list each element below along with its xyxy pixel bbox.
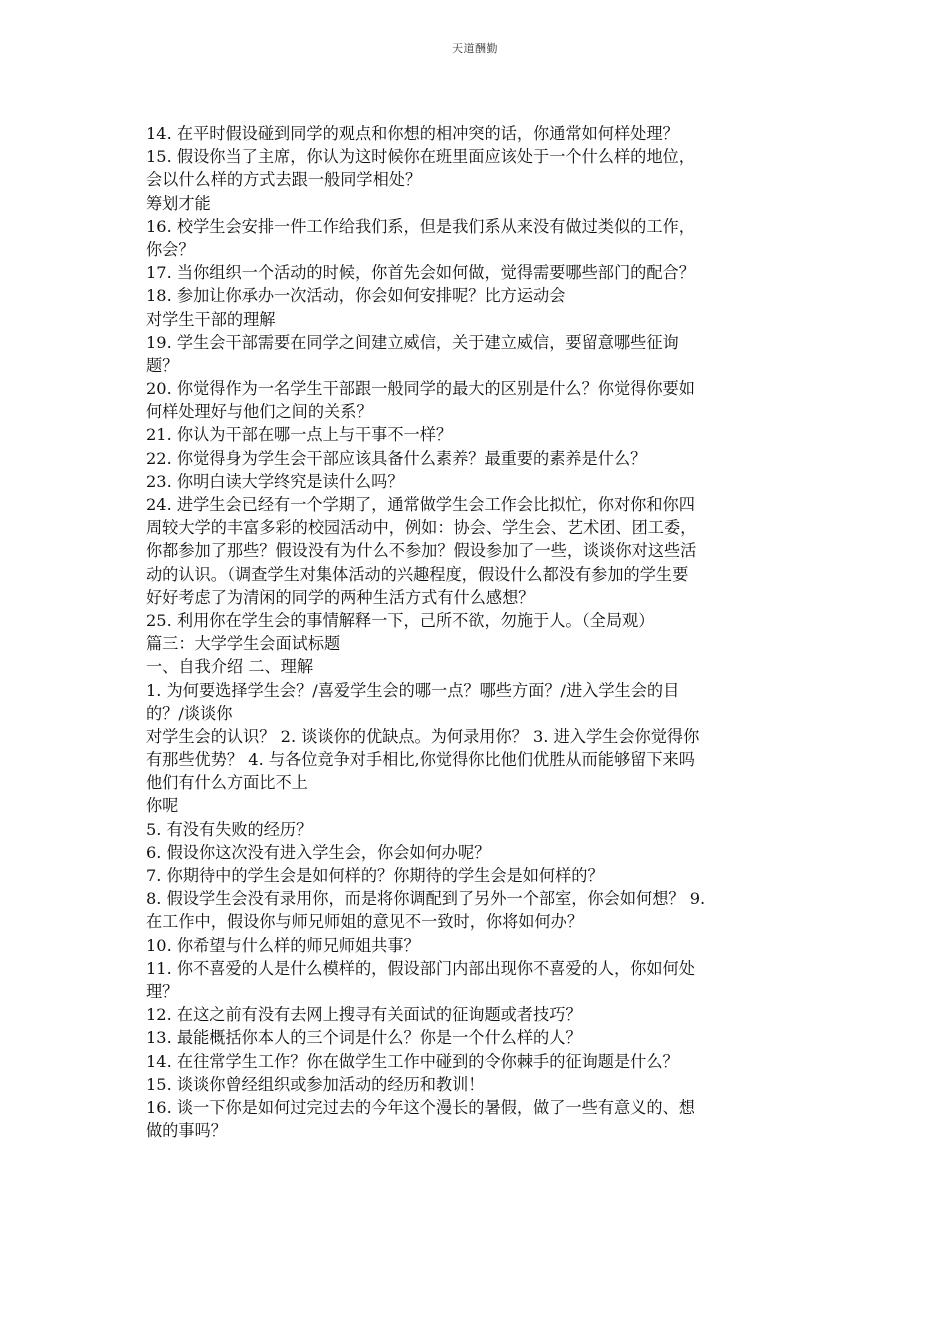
text-line: 何样处理好与他们之间的关系？: [146, 402, 373, 422]
text-line: 20. 你觉得作为一名学生干部跟一般同学的最大的区别是什么？你觉得你要如: [146, 379, 695, 399]
text-line: 对学生会的认识？ 2. 谈谈你的优缺点。为何录用你？ 3. 进入学生会你觉得你: [146, 726, 700, 746]
text-line: 24. 进学生会已经有一个学期了，通常做学生会工作会比拟忙，你对你和你四: [146, 495, 695, 514]
text-line: 14. 在平时假设碰到同学的观点和你想的相冲突的话，你通常如何样处理？: [146, 124, 679, 143]
text-line: 5. 有没有失败的经历？: [146, 819, 313, 839]
text-line: 你都参加了那些？假设没有为什么不参加？假设参加了一些，谈谈你对这些活: [146, 541, 697, 561]
text-line: 6. 假设你这次没有进入学生会，你会如何办呢？: [146, 842, 491, 862]
text-line: 15. 假设你当了主席，你认为这时候你在班里面应该处于一个什么样的地位，: [146, 147, 695, 167]
text-line: 16. 谈一下你是如何过完过去的今年这个漫长的暑假，做了一些有意义的、想: [146, 1097, 695, 1117]
section-heading: 一、自我介绍 二、理解: [146, 657, 314, 677]
text-line: 15. 谈谈你曾经组织或参加活动的经历和教训！: [146, 1074, 485, 1094]
text-line: 14. 在往常学生工作？你在做学生工作中碰到的令你棘手的征询题是什么？: [146, 1051, 679, 1071]
text-line: 你呢: [146, 796, 179, 816]
text-line: 周较大学的丰富多彩的校园活动中，例如：协会、学生会、艺术团、团工委，: [146, 518, 697, 538]
text-line: 做的事吗？: [146, 1121, 227, 1141]
section-heading: 筹划才能: [146, 193, 211, 213]
text-line: 12. 在这之前有没有去网上搜寻有关面试的征询题或者技巧？: [146, 1005, 582, 1025]
text-line: 25. 利用你在学生会的事情解释一下，己所不欲，勿施于人。（全局观）: [146, 610, 655, 630]
document-body: [146, 122, 806, 1142]
text-line: 会以什么样的方式去跟一般同学相处？: [146, 170, 422, 190]
text-line: 7. 你期待中的学生会是如何样的？你期待的学生会是如何样的？: [146, 866, 604, 885]
text-line: 11. 你不喜爱的人是什么模样的，假设部门内部出现你不喜爱的人，你如何处: [146, 958, 695, 978]
section-heading: 对学生干部的理解: [146, 309, 276, 329]
text-line: 有那些优势？ 4. 与各位竞争对手相比,你觉得你比他们优胜从而能够留下来吗: [146, 750, 695, 770]
text-line: 动的认识。（调查学生对集体活动的兴趣程度，假设什么都没有参加的学生要: [146, 564, 689, 584]
text-line: 21. 你认为干部在哪一点上与干事不一样？: [146, 425, 453, 445]
text-line: 1. 为何要选择学生会？/喜爱学生会的哪一点？哪些方面？/进入学生会的目: [146, 680, 680, 700]
text-line: 23. 你明白读大学终究是读什么吗？: [146, 471, 404, 491]
text-line: 你会？: [146, 239, 195, 259]
section-heading: 篇三：大学学生会面试标题: [146, 634, 341, 654]
text-line: 好好考虑了为清闲的同学的两种生活方式有什么感想？: [146, 587, 535, 607]
text-line: 理？: [146, 981, 179, 1001]
text-line: 13. 最能概括你本人的三个词是什么？你是一个什么样的人？: [146, 1028, 582, 1048]
text-line: 题？: [146, 355, 179, 375]
text-line: 22. 你觉得身为学生会干部应该具备什么素养？最重要的素养是什么？: [146, 448, 647, 468]
text-line: 17. 当你组织一个活动的时候，你首先会如何做，觉得需要哪些部门的配合？: [146, 263, 695, 283]
text-line: 的？/谈谈你: [146, 703, 233, 723]
text-line: 16. 校学生会安排一件工作给我们系，但是我们系从来没有做过类似的工作，: [146, 216, 695, 236]
text-line: 8. 假设学生会没有录用你，而是将你调配到了另外一个部室，你会如何想？ 9.: [146, 889, 706, 909]
text-line: 18. 参加让你承办一次活动，你会如何安排呢？比方运动会: [146, 286, 566, 306]
text-line: 在工作中，假设你与师兄师姐的意见不一致时，你将如何办？: [146, 912, 584, 932]
text-line: 他们有什么方面比不上: [146, 773, 308, 793]
text-line: 10. 你希望与什么样的师兄师姐共事？: [146, 935, 420, 955]
text-line: 19. 学生会干部需要在同学之间建立威信，关于建立威信，要留意哪些征询: [146, 332, 679, 352]
page-header: 天道酬勤: [452, 42, 498, 55]
